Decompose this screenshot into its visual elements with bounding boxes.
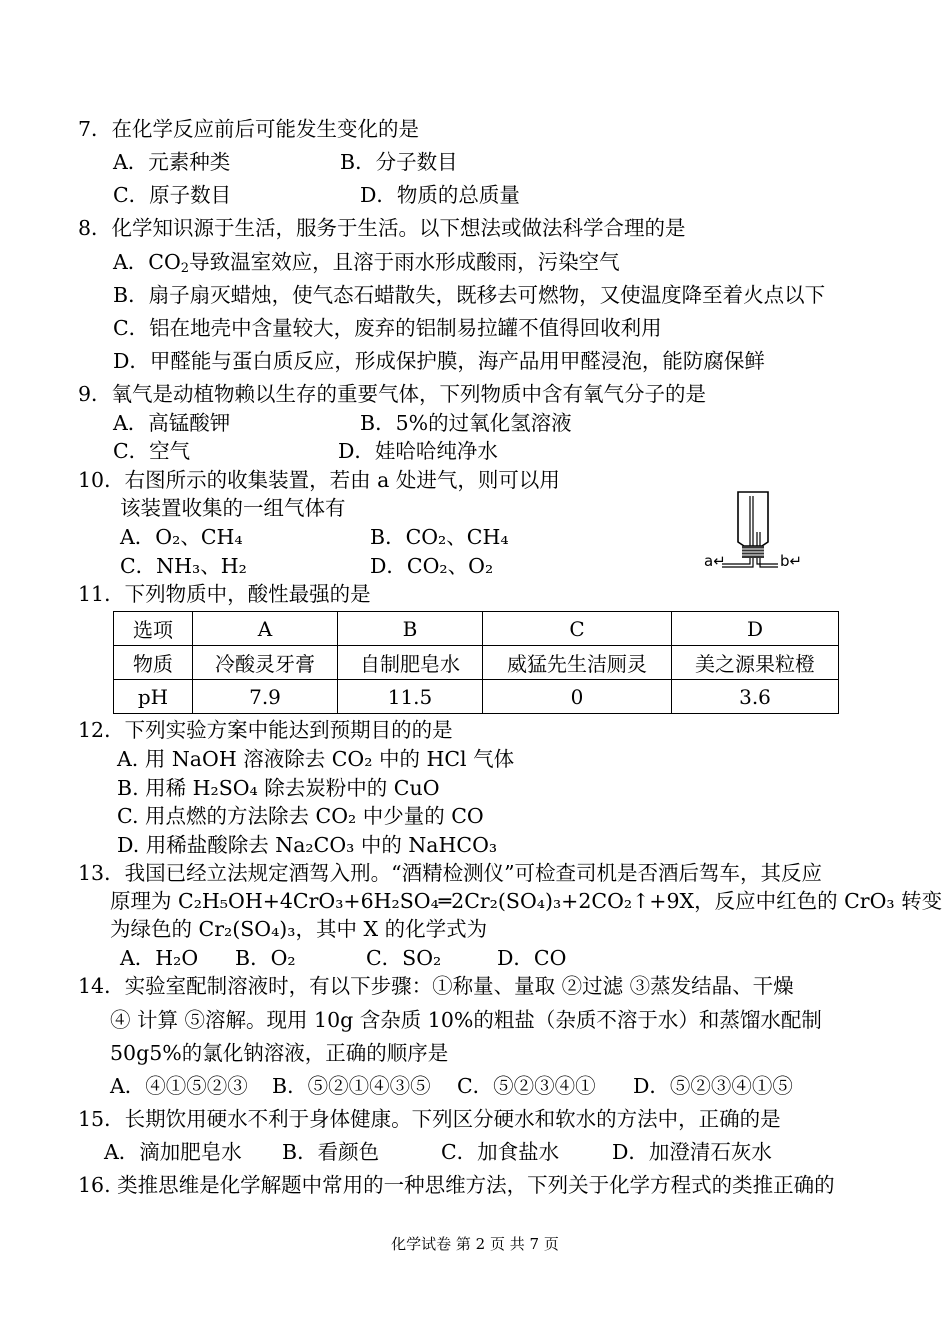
inlet-b-label: b↵ xyxy=(780,552,803,570)
q7-stem: 7．在化学反应前后可能发生变化的是 xyxy=(78,117,420,141)
q7-option-d: D．物质的总质量 xyxy=(360,183,520,207)
q8-option-d: D．甲醛能与蛋白质反应，形成保护膜，海产品用甲醛浸泡，能防腐保鲜 xyxy=(113,349,765,373)
q14-option-a: A．④①⑤②③ xyxy=(110,1074,248,1098)
q10-stem-line2: 该装置收集的一组气体有 xyxy=(120,496,346,520)
table-cell: 冷酸灵牙膏 xyxy=(193,646,338,680)
q10-option-c: C．NH₃、H₂ xyxy=(120,554,247,578)
q15-option-c: C．加食盐水 xyxy=(441,1140,560,1164)
table-row xyxy=(114,646,839,680)
table-cell: 自制肥皂水 xyxy=(338,646,483,680)
q12-option-b: B. 用稀 H₂SO₄ 除去炭粉中的 CuO xyxy=(117,776,440,800)
gas-collection-apparatus xyxy=(700,486,810,580)
q13-stem-line2: 原理为 C₂H₅OH+4CrO₃+6H₂SO₄═2Cr₂(SO₄)₃+2CO₂↑+9X，反应中红色的 CrO₃ 转变 xyxy=(110,889,943,913)
q14-option-d: D．⑤②③④①⑤ xyxy=(633,1074,793,1098)
table-cell: 3.6 xyxy=(672,680,839,714)
table-header-cell: C xyxy=(483,612,672,646)
table-row xyxy=(114,680,839,714)
q13-stem-line3: 为绿色的 Cr₂(SO₄)₃，其中 X 的化学式为 xyxy=(110,917,488,941)
q15-option-b: B．看颜色 xyxy=(282,1140,380,1164)
table-cell: 11.5 xyxy=(338,680,483,714)
q12-option-a: A. 用 NaOH 溶液除去 CO₂ 中的 HCl 气体 xyxy=(117,747,515,771)
table-header-cell: D xyxy=(672,612,839,646)
table-cell: 物质 xyxy=(114,646,193,680)
q14-option-b: B．⑤②①④③⑤ xyxy=(272,1074,431,1098)
table-cell: 7.9 xyxy=(193,680,338,714)
q8-option-b: B．扇子扇灭蜡烛，使气态石蜡散失，既移去可燃物，又使温度降至着火点以下 xyxy=(113,283,826,307)
q7-option-c: C．原子数目 xyxy=(113,183,232,207)
q10-option-a: A．O₂、CH₄ xyxy=(120,525,243,549)
page-footer: 化学试卷 第 2 页 共 7 页 xyxy=(391,1235,559,1253)
q9-option-a: A．高锰酸钾 xyxy=(113,411,231,435)
q16-stem: 16. 类推思维是化学解题中常用的一种思维方法，下列关于化学方程式的类推正确的 xyxy=(78,1173,835,1197)
q8-option-c: C．铝在地壳中含量较大，废弃的铝制易拉罐不值得回收利用 xyxy=(113,316,662,340)
q10-option-d: D．CO₂、O₂ xyxy=(370,554,494,578)
ph-table xyxy=(113,611,839,714)
q13-option-c: C．SO₂ xyxy=(366,946,442,970)
table-header-cell: 选项 xyxy=(114,612,193,646)
table-cell: 威猛先生洁厕灵 xyxy=(483,646,672,680)
q15-option-d: D．加澄清石灰水 xyxy=(612,1140,772,1164)
q14-stem-line2: ④ 计算 ⑤溶解。现用 10g 含杂质 10%的粗盐（杂质不溶于水）和蒸馏水配制 xyxy=(110,1008,822,1032)
table-cell: pH xyxy=(114,680,193,714)
q9-stem: 9．氧气是动植物赖以生存的重要气体，下列物质中含有氧气分子的是 xyxy=(78,382,707,406)
table-header-cell: B xyxy=(338,612,483,646)
q13-stem-line1: 13．我国已经立法规定酒驾入刑。“酒精检测仪”可检查司机是否酒后驾车，其反应 xyxy=(78,861,823,885)
q14-stem-line1: 14．实验室配制溶液时，有以下步骤：①称量、量取 ②过滤 ③蒸发结晶、干燥 xyxy=(78,974,794,998)
table-header-cell: A xyxy=(193,612,338,646)
q14-option-c: C．⑤②③④① xyxy=(457,1074,596,1098)
table-header-row xyxy=(114,612,839,646)
q7-option-b: B．分子数目 xyxy=(340,150,458,174)
table-cell: 美之源果粒橙 xyxy=(672,646,839,680)
inlet-a-label: a↵ xyxy=(704,552,726,570)
q8-stem: 8．化学知识源于生活，服务于生活。以下想法或做法科学合理的是 xyxy=(78,216,686,240)
q9-option-d: D．娃哈哈纯净水 xyxy=(338,439,498,463)
q12-option-c: C. 用点燃的方法除去 CO₂ 中少量的 CO xyxy=(117,804,484,828)
q9-option-c: C．空气 xyxy=(113,439,191,463)
q8-option-a: A．$CO_2$导致温室效应，且溶于雨水形成酸雨，污染空气 xyxy=(113,250,620,276)
q15-option-a: A．滴加肥皂水 xyxy=(104,1140,242,1164)
q13-option-b: B．O₂ xyxy=(235,946,296,970)
q12-option-d: D. 用稀盐酸除去 Na₂CO₃ 中的 NaHCO₃ xyxy=(117,833,498,857)
q7-option-a: A．元素种类 xyxy=(113,150,231,174)
q11-stem: 11．下列物质中，酸性最强的是 xyxy=(78,582,371,606)
q13-option-a: A．H₂O xyxy=(120,946,199,970)
table-cell: 0 xyxy=(483,680,672,714)
q15-stem: 15．长期饮用硬水不利于身体健康。下列区分硬水和软水的方法中，正确的是 xyxy=(78,1107,781,1131)
q10-option-b: B．CO₂、CH₄ xyxy=(370,525,509,549)
q13-option-d: D．CO xyxy=(497,946,567,970)
q14-stem-line3: 50g5%的氯化钠溶液，正确的顺序是 xyxy=(110,1041,449,1065)
q10-stem-line1: 10．右图所示的收集装置，若由 a 处进气，则可以用 xyxy=(78,468,560,492)
q12-stem: 12．下列实验方案中能达到预期目的的是 xyxy=(78,718,453,742)
q9-option-b: B．5%的过氧化氢溶液 xyxy=(360,411,572,435)
